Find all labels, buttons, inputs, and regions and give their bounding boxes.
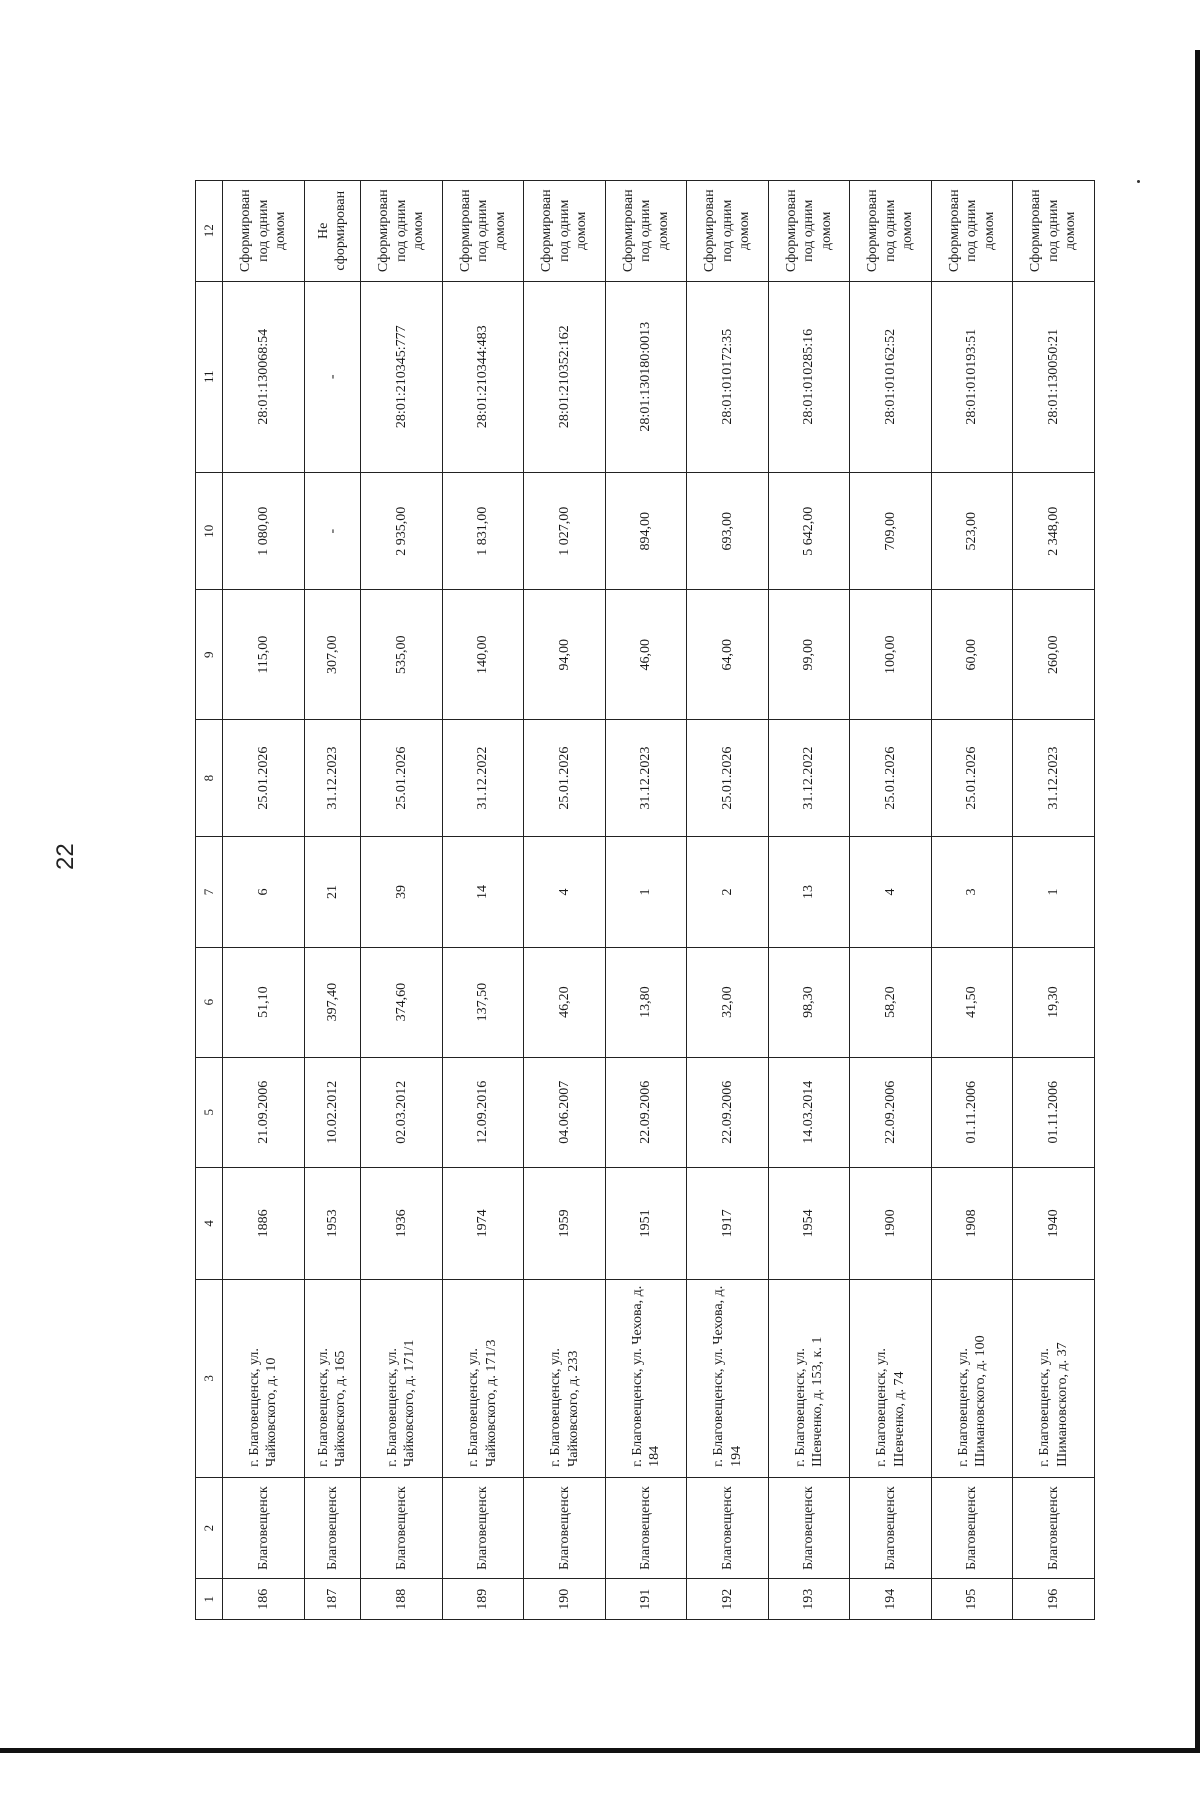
table-cell-col-11: 28:01:010172:35 xyxy=(687,281,769,472)
table-container xyxy=(195,180,1095,1620)
column-header-12: 12 xyxy=(196,181,223,282)
table-cell-col-1: 190 xyxy=(524,1579,606,1620)
table-cell-col-3: г. Благовещенск, ул. Шевченко, д. 153, к. 1 xyxy=(768,1280,850,1478)
table-cell-col-10: 5 642,00 xyxy=(768,472,850,590)
table-cell-col-4: 1917 xyxy=(687,1167,769,1279)
table-cell-col-9: 100,00 xyxy=(850,590,932,719)
table-row xyxy=(931,181,1013,1620)
table-cell-col-9: 46,00 xyxy=(605,590,687,719)
table-cell-col-4: 1940 xyxy=(1013,1167,1095,1279)
column-header-3: 3 xyxy=(196,1280,223,1478)
column-header-5: 5 xyxy=(196,1057,223,1167)
column-header-10: 10 xyxy=(196,472,223,590)
table-cell-col-8: 25.01.2026 xyxy=(223,719,305,837)
table-cell-col-3: г. Благовещенск, ул. Шимановского, д. 100 xyxy=(931,1280,1013,1478)
table-cell-col-8: 25.01.2026 xyxy=(687,719,769,837)
table-cell-col-3: г. Благовещенск, ул. Чайковского, д. 171/1 xyxy=(361,1280,443,1478)
table-cell-col-12: Сформирован под одним домом xyxy=(361,181,443,282)
table-cell-col-6: 19,30 xyxy=(1013,947,1095,1057)
table-row xyxy=(605,181,687,1620)
table-cell-col-11: 28:01:010162:52 xyxy=(850,281,932,472)
table-cell-col-5: 12.09.2016 xyxy=(442,1057,524,1167)
column-header-2: 2 xyxy=(196,1477,223,1579)
table-cell-col-12: Сформирован под одним домом xyxy=(1013,181,1095,282)
table-cell-col-7: 21 xyxy=(304,837,361,947)
table-cell-col-9: 260,00 xyxy=(1013,590,1095,719)
table-cell-col-10: 523,00 xyxy=(931,472,1013,590)
table-cell-col-9: 60,00 xyxy=(931,590,1013,719)
table-cell-col-10: 1 080,00 xyxy=(223,472,305,590)
table-cell-col-12: Сформирован под одним домом xyxy=(687,181,769,282)
column-header-4: 4 xyxy=(196,1167,223,1279)
table-row xyxy=(223,181,305,1620)
table-cell-col-1: 195 xyxy=(931,1579,1013,1620)
table-cell-col-4: 1900 xyxy=(850,1167,932,1279)
table-cell-col-5: 02.03.2012 xyxy=(361,1057,443,1167)
table-cell-col-2: Благовещенск xyxy=(931,1477,1013,1579)
table-cell-col-9: 64,00 xyxy=(687,590,769,719)
table-cell-col-5: 22.09.2006 xyxy=(687,1057,769,1167)
table-cell-col-8: 31.12.2023 xyxy=(605,719,687,837)
table-cell-col-9: 94,00 xyxy=(524,590,606,719)
table-cell-col-9: 535,00 xyxy=(361,590,443,719)
table-cell-col-10: 894,00 xyxy=(605,472,687,590)
column-header-1: 1 xyxy=(196,1579,223,1620)
table-cell-col-11: - xyxy=(304,281,361,472)
table-cell-col-7: 14 xyxy=(442,837,524,947)
scan-speck xyxy=(1137,180,1140,183)
table-cell-col-3: г. Благовещенск, ул. Чехова, д. 194 xyxy=(687,1280,769,1478)
table-cell-col-2: Благовещенск xyxy=(524,1477,606,1579)
table-cell-col-9: 140,00 xyxy=(442,590,524,719)
table-cell-col-12: Сформирован под одним домом xyxy=(524,181,606,282)
table-cell-col-6: 58,20 xyxy=(850,947,932,1057)
table-cell-col-4: 1936 xyxy=(361,1167,443,1279)
table-cell-col-2: Благовещенск xyxy=(223,1477,305,1579)
table-header-row xyxy=(196,181,223,1620)
table-cell-col-8: 25.01.2026 xyxy=(361,719,443,837)
table-cell-col-7: 4 xyxy=(524,837,606,947)
table-cell-col-9: 115,00 xyxy=(223,590,305,719)
table-cell-col-1: 187 xyxy=(304,1579,361,1620)
table-cell-col-11: 28:01:130180:0013 xyxy=(605,281,687,472)
table-cell-col-4: 1953 xyxy=(304,1167,361,1279)
column-header-7: 7 xyxy=(196,837,223,947)
table-cell-col-3: г. Благовещенск, ул. Шевченко, д. 74 xyxy=(850,1280,932,1478)
table-cell-col-7: 6 xyxy=(223,837,305,947)
table-cell-col-1: 186 xyxy=(223,1579,305,1620)
table-cell-col-7: 3 xyxy=(931,837,1013,947)
table-cell-col-12: Сформирован под одним домом xyxy=(605,181,687,282)
table-cell-col-8: 31.12.2022 xyxy=(442,719,524,837)
table-cell-col-11: 28:01:210345:777 xyxy=(361,281,443,472)
page-bottom-border xyxy=(0,1748,1200,1753)
table-cell-col-8: 25.01.2026 xyxy=(524,719,606,837)
page-number: 22 xyxy=(52,843,79,870)
table-cell-col-6: 41,50 xyxy=(931,947,1013,1057)
table-cell-col-11: 28:01:130068:54 xyxy=(223,281,305,472)
table-cell-col-11: 28:01:010285:16 xyxy=(768,281,850,472)
table-cell-col-10: 1 831,00 xyxy=(442,472,524,590)
table-cell-col-11: 28:01:130050:21 xyxy=(1013,281,1095,472)
table-cell-col-8: 31.12.2023 xyxy=(1013,719,1095,837)
table-cell-col-6: 32,00 xyxy=(687,947,769,1057)
table-row xyxy=(304,181,361,1620)
table-cell-col-5: 01.11.2006 xyxy=(1013,1057,1095,1167)
table-cell-col-5: 01.11.2006 xyxy=(931,1057,1013,1167)
table-cell-col-4: 1954 xyxy=(768,1167,850,1279)
table-cell-col-9: 307,00 xyxy=(304,590,361,719)
table-cell-col-5: 10.02.2012 xyxy=(304,1057,361,1167)
page-right-border xyxy=(1195,50,1200,1750)
table-cell-col-12: Сформирован под одним домом xyxy=(850,181,932,282)
table-row xyxy=(687,181,769,1620)
column-header-9: 9 xyxy=(196,590,223,719)
table-cell-col-12: Сформирован под одним домом xyxy=(931,181,1013,282)
table-cell-col-6: 137,50 xyxy=(442,947,524,1057)
table-body xyxy=(223,181,1095,1620)
table-cell-col-6: 51,10 xyxy=(223,947,305,1057)
table-cell-col-2: Благовещенск xyxy=(1013,1477,1095,1579)
table-cell-col-3: г. Благовещенск, ул. Шимановского, д. 37 xyxy=(1013,1280,1095,1478)
table-cell-col-1: 189 xyxy=(442,1579,524,1620)
table-cell-col-5: 04.06.2007 xyxy=(524,1057,606,1167)
table-cell-col-11: 28:01:210344:483 xyxy=(442,281,524,472)
table-cell-col-10: 1 027,00 xyxy=(524,472,606,590)
table-cell-col-2: Благовещенск xyxy=(304,1477,361,1579)
table-cell-col-2: Благовещенск xyxy=(850,1477,932,1579)
table-row xyxy=(442,181,524,1620)
table-row xyxy=(524,181,606,1620)
column-header-8: 8 xyxy=(196,719,223,837)
table-cell-col-2: Благовещенск xyxy=(605,1477,687,1579)
table-cell-col-3: г. Благовещенск, ул. Чайковского, д. 171/3 xyxy=(442,1280,524,1478)
table-cell-col-6: 397,40 xyxy=(304,947,361,1057)
table-cell-col-12: Сформирован под одним домом xyxy=(223,181,305,282)
table-cell-col-10: 709,00 xyxy=(850,472,932,590)
table-cell-col-12: Сформирован под одним домом xyxy=(768,181,850,282)
table-cell-col-2: Благовещенск xyxy=(361,1477,443,1579)
table-cell-col-5: 22.09.2006 xyxy=(850,1057,932,1167)
table-cell-col-8: 31.12.2023 xyxy=(304,719,361,837)
table-cell-col-11: 28:01:010193:51 xyxy=(931,281,1013,472)
table-cell-col-5: 22.09.2006 xyxy=(605,1057,687,1167)
table-cell-col-7: 13 xyxy=(768,837,850,947)
table-cell-col-8: 25.01.2026 xyxy=(931,719,1013,837)
table-cell-col-5: 14.03.2014 xyxy=(768,1057,850,1167)
table-row xyxy=(1013,181,1095,1620)
table-cell-col-7: 1 xyxy=(1013,837,1095,947)
table-cell-col-1: 194 xyxy=(850,1579,932,1620)
table-cell-col-12: Не сформирован xyxy=(304,181,361,282)
table-cell-col-5: 21.09.2006 xyxy=(223,1057,305,1167)
table-cell-col-10: - xyxy=(304,472,361,590)
table-cell-col-10: 2 935,00 xyxy=(361,472,443,590)
table-cell-col-1: 191 xyxy=(605,1579,687,1620)
table-cell-col-3: г. Благовещенск, ул. Чайковского, д. 233 xyxy=(524,1280,606,1478)
table-row xyxy=(850,181,932,1620)
column-header-11: 11 xyxy=(196,281,223,472)
table-cell-col-12: Сформирован под одним домом xyxy=(442,181,524,282)
table-cell-col-10: 2 348,00 xyxy=(1013,472,1095,590)
table-cell-col-1: 193 xyxy=(768,1579,850,1620)
table-cell-col-7: 39 xyxy=(361,837,443,947)
table-cell-col-4: 1974 xyxy=(442,1167,524,1279)
table-cell-col-6: 46,20 xyxy=(524,947,606,1057)
table-cell-col-4: 1959 xyxy=(524,1167,606,1279)
table-cell-col-10: 693,00 xyxy=(687,472,769,590)
table-cell-col-2: Благовещенск xyxy=(442,1477,524,1579)
table-cell-col-8: 25.01.2026 xyxy=(850,719,932,837)
table-row xyxy=(768,181,850,1620)
table-cell-col-1: 196 xyxy=(1013,1579,1095,1620)
table-cell-col-6: 13,80 xyxy=(605,947,687,1057)
table-cell-col-6: 374,60 xyxy=(361,947,443,1057)
housing-table xyxy=(195,180,1095,1620)
table-cell-col-7: 4 xyxy=(850,837,932,947)
table-cell-col-4: 1951 xyxy=(605,1167,687,1279)
table-cell-col-11: 28:01:210352:162 xyxy=(524,281,606,472)
table-cell-col-4: 1908 xyxy=(931,1167,1013,1279)
table-cell-col-4: 1886 xyxy=(223,1167,305,1279)
table-cell-col-8: 31.12.2022 xyxy=(768,719,850,837)
column-header-6: 6 xyxy=(196,947,223,1057)
table-cell-col-2: Благовещенск xyxy=(687,1477,769,1579)
table-cell-col-3: г. Благовещенск, ул. Чайковского, д. 165 xyxy=(304,1280,361,1478)
table-cell-col-7: 2 xyxy=(687,837,769,947)
table-cell-col-1: 188 xyxy=(361,1579,443,1620)
table-cell-col-7: 1 xyxy=(605,837,687,947)
table-cell-col-3: г. Благовещенск, ул. Чайковского, д. 10 xyxy=(223,1280,305,1478)
table-cell-col-6: 98,30 xyxy=(768,947,850,1057)
table-cell-col-2: Благовещенск xyxy=(768,1477,850,1579)
table-cell-col-1: 192 xyxy=(687,1579,769,1620)
table-row xyxy=(361,181,443,1620)
table-cell-col-3: г. Благовещенск, ул. Чехова, д. 184 xyxy=(605,1280,687,1478)
table-cell-col-9: 99,00 xyxy=(768,590,850,719)
